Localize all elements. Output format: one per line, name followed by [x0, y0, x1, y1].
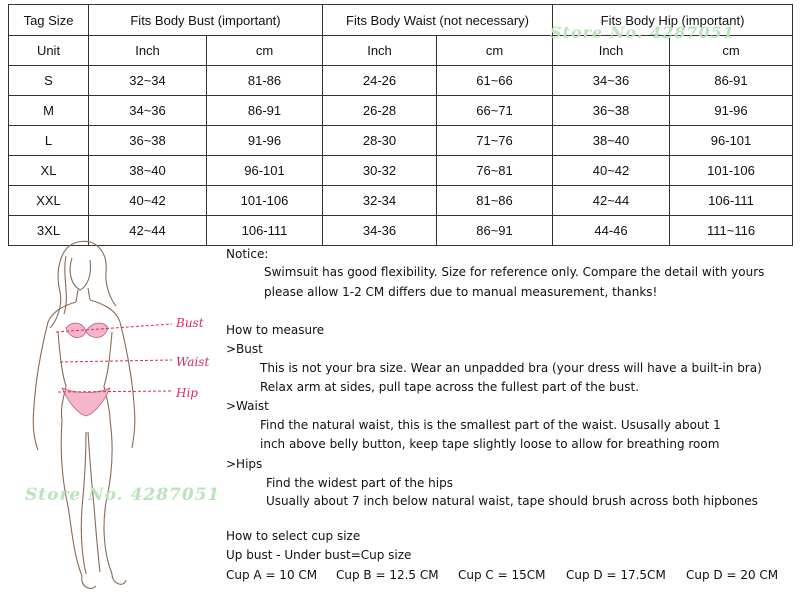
table-row — [9, 96, 793, 126]
table-cell: 86-91 — [207, 96, 323, 126]
unit-cell: Inch — [89, 36, 207, 66]
table-row — [9, 126, 793, 156]
table-cell: 34-36 — [323, 216, 437, 246]
table-cell: 38~40 — [553, 126, 670, 156]
size-cell: L — [9, 126, 89, 156]
unit-cell: cm — [670, 36, 793, 66]
notice-line: Swimsuit has good flexibility. Size for reference only. Compare the detail with yours — [264, 265, 765, 279]
unit-cell: cm — [437, 36, 553, 66]
bust-instruction: This is not your bra size. Wear an unpadded bra (your dress will have a built-in bra) — [260, 361, 762, 375]
waist-section-title: >Waist — [226, 399, 269, 413]
hips-section-title: >Hips — [226, 457, 263, 471]
table-cell: 76~81 — [437, 156, 553, 186]
notice-line: please allow 1-2 CM differs due to manual measurement, thanks! — [264, 285, 658, 299]
table-cell: 61~66 — [437, 66, 553, 96]
table-cell: 30-32 — [323, 156, 437, 186]
bust-instruction: Relax arm at sides, pull tape across the fullest part of the bust. — [260, 380, 640, 394]
table-cell: 81-86 — [207, 66, 323, 96]
unit-cell: Inch — [553, 36, 670, 66]
table-cell: 34~36 — [89, 96, 207, 126]
table-cell: 111~116 — [670, 216, 793, 246]
table-cell: 91-96 — [670, 96, 793, 126]
waist-instruction: inch above belly button, keep tape slightly loose to allow for breathing room — [260, 437, 720, 451]
hips-instruction: Usually about 7 inch below natural waist, tape should brush across both hipbones — [266, 494, 758, 508]
store-watermark: Store No. 4287051 — [25, 485, 221, 505]
table-cell: 26-28 — [323, 96, 437, 126]
table-cell: 101-106 — [670, 156, 793, 186]
size-cell: 3XL — [9, 216, 89, 246]
waist-label: Waist — [176, 355, 210, 369]
table-row — [9, 156, 793, 186]
table-cell: 66~71 — [437, 96, 553, 126]
table-cell: 34~36 — [553, 66, 670, 96]
table-cell: 36~38 — [553, 96, 670, 126]
cup-formula: Up bust - Under bust=Cup size — [226, 548, 412, 562]
unit-cell: Inch — [323, 36, 437, 66]
table-cell: 86-91 — [670, 66, 793, 96]
hips-instruction: Find the widest part of the hips — [266, 476, 453, 490]
table-cell: 32~34 — [89, 66, 207, 96]
table-cell: 106-111 — [670, 186, 793, 216]
header-waist: Fits Body Waist (not necessary) — [323, 5, 553, 36]
table-cell: 40~42 — [553, 156, 670, 186]
table-cell: 42~44 — [89, 216, 207, 246]
table-cell: 42~44 — [553, 186, 670, 216]
waist-instruction: Find the natural waist, this is the smallest part of the waist. Ususally about 1 — [260, 418, 721, 432]
cup-value: Cup B = 12.5 CM — [336, 568, 439, 582]
table-cell: 86~91 — [437, 216, 553, 246]
bust-label: Bust — [176, 316, 204, 330]
header-hip: Fits Body Hip (important) — [553, 5, 793, 36]
table-row — [9, 66, 793, 96]
table-cell: 106-111 — [207, 216, 323, 246]
header-tag-size: Tag Size — [9, 5, 89, 36]
cup-size-title: How to select cup size — [226, 529, 361, 543]
size-cell: M — [9, 96, 89, 126]
unit-cell: cm — [207, 36, 323, 66]
table-cell: 91-96 — [207, 126, 323, 156]
table-cell: 96-101 — [207, 156, 323, 186]
store-watermark: Store No. 4287051 — [550, 23, 735, 42]
table-cell: 40~42 — [89, 186, 207, 216]
header-bust: Fits Body Bust (important) — [89, 5, 323, 36]
size-cell: S — [9, 66, 89, 96]
table-cell: 44-46 — [553, 216, 670, 246]
notice-title: Notice: — [226, 247, 269, 261]
cup-value: Cup C = 15CM — [458, 568, 546, 582]
bust-section-title: >Bust — [226, 342, 263, 356]
table-cell: 71~76 — [437, 126, 553, 156]
table-cell: 28-30 — [323, 126, 437, 156]
cup-value: Cup D = 20 CM — [686, 568, 779, 582]
table-cell: 96-101 — [670, 126, 793, 156]
table-cell: 81~86 — [437, 186, 553, 216]
body-figure — [0, 236, 225, 600]
hip-label: Hip — [176, 386, 198, 400]
table-cell: 101-106 — [207, 186, 323, 216]
table-cell: 36~38 — [89, 126, 207, 156]
cup-value: Cup A = 10 CM — [226, 568, 318, 582]
table-cell: 24-26 — [323, 66, 437, 96]
body-figure-illustration — [0, 236, 225, 600]
size-cell: XL — [9, 156, 89, 186]
unit-cell: Unit — [9, 36, 89, 66]
table-row — [9, 186, 793, 216]
cup-value: Cup D = 17.5CM — [566, 568, 666, 582]
table-cell: 32-34 — [323, 186, 437, 216]
how-to-measure-title: How to measure — [226, 323, 325, 337]
size-cell: XXL — [9, 186, 89, 216]
table-cell: 38~40 — [89, 156, 207, 186]
